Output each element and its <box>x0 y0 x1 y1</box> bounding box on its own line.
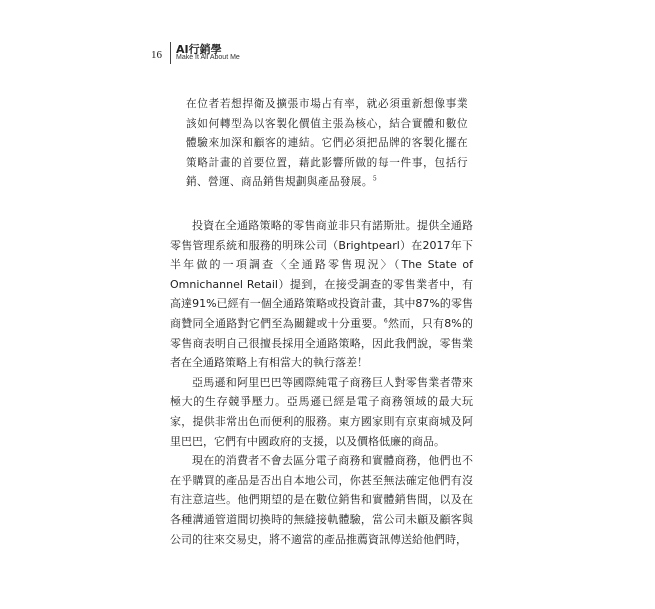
paragraph-2: 亞馬遜和阿里巴巴等國際純電子商務巨人對零售業者帶來極大的生存競爭壓力。亞馬遜已經是電子商務領域的最大玩家，提供非常出色而便利的服務。東方國家則有京東商城及阿里巴巴，它們有中國政府的支援，以及價格低廉的商品。 <box>170 375 473 448</box>
footnote-marker-6: 6 <box>383 317 388 325</box>
header-divider <box>170 42 171 64</box>
book-title: AI行銷學 <box>176 43 222 56</box>
quote-text: 在位者若想捍衛及擴張市場占有率，就必須重新想像事業該如何轉型為以客製化價值主張為核心，結合實體和數位體驗來加深和顧客的連結。它們必須把品牌的客製化擺在策略計畫的首要位置，藉此影響所做的每一件事，包括行銷、營運、商品銷售規劃與產品發展。 <box>186 98 468 189</box>
paragraph-1-part-a: 投資在全通路策略的零售商並非只有諾斯壯。提供全通路零售管理系統和服務的明珠公司（Brightpearl）在2017年下半年做的一項調查〈全通路零售現況〉（The State of Omnichannel Retail）提到，在接受調查的零售業者中，有高達91%已經有一個全通路策略或投資計畫，其中87%的零售商贊同全通路對它們至為關鍵或十分重要。 <box>170 219 473 330</box>
footnote-marker-5: 5 <box>372 175 378 183</box>
body-text <box>170 216 473 549</box>
paragraph-3: 現在的消費者不會去區分電子商務和實體商務，他們也不在乎購買的產品是否出自本地公司，你甚至無法確定他們有沒有注意這些。他們期望的是在數位銷售和實體銷售間，以及在各種溝通管道間切換時的無縫接軌體驗，當公司未顧及顧客與公司的往來交易史，將不適當的產品推薦資訊傳送給他們時， <box>170 454 473 546</box>
paragraph-1 <box>170 216 473 373</box>
page-number: 16 <box>151 49 162 61</box>
book-subtitle: Make It All About Me <box>176 54 240 61</box>
paragraph-1-part-b: 然而，只有8%的零售商表明自己很擅長採用全通路策略，因此我們說，零售業者在全通路策略上有相當大的執行落差！ <box>170 316 474 370</box>
block-quote <box>186 95 468 193</box>
